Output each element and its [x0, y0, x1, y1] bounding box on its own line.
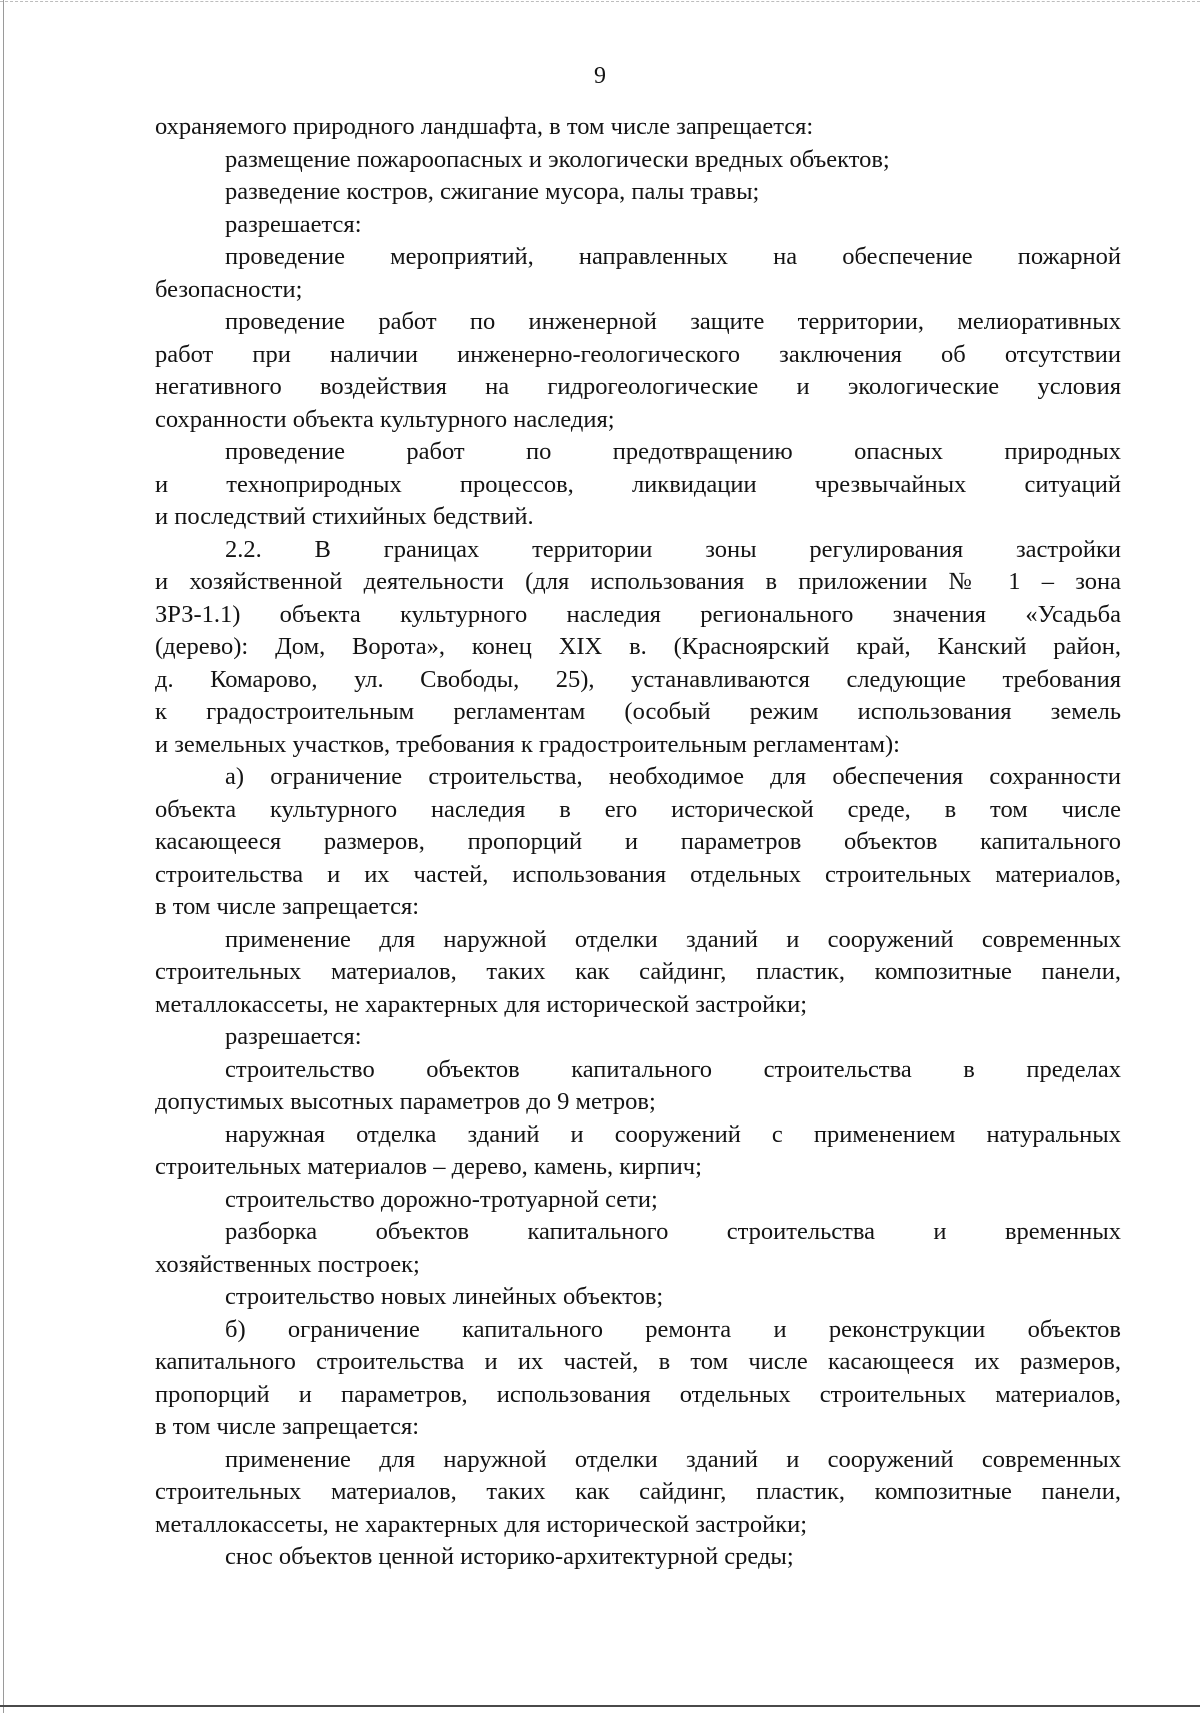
text-line: негативного воздействия на гидрогеологические и экологические условия — [155, 373, 1121, 400]
text-line: охраняемого природного ландшафта, в том числе запрещается: — [155, 113, 814, 140]
text-line: снос объектов ценной историко-архитектурной среды; — [225, 1543, 794, 1570]
text-line: строительных материалов, таких как сайдинг, пластик, композитные панели, — [155, 958, 1121, 985]
text-line: разведение костров, сжигание мусора, палы травы; — [225, 178, 760, 205]
text-line: применение для наружной отделки зданий и сооружений современных — [225, 1445, 1121, 1473]
text-line: строительство объектов капитального строительства в пределах — [225, 1055, 1121, 1083]
text-line: металлокассеты, не характерных для исторической застройки; — [155, 990, 808, 1018]
text-line: допустимых высотных параметров до 9 метров; — [155, 1088, 656, 1115]
text-line: в том числе запрещается: — [155, 893, 420, 920]
text-line: (дерево): Дом, Ворота», конец XIX в. (Красноярский край, Канский район, — [155, 633, 1121, 660]
text-line: сохранности объекта культурного наследия; — [155, 405, 615, 433]
text-line: проведение мероприятий, направленных на обеспечение пожарной — [225, 243, 1121, 270]
text-line: капитального строительства и их частей, в том числе касающееся их размеров, — [155, 1348, 1121, 1375]
text-line: проведение работ по предотвращению опасных природных — [225, 438, 1121, 465]
text-line: и последствий стихийных бедствий. — [155, 503, 534, 530]
text-line: разборка объектов капитального строительства и временных — [225, 1218, 1121, 1245]
text-line: и хозяйственной деятельности (для использования в приложении № 1 – зона — [155, 568, 1121, 595]
text-line: разрешается: — [225, 1023, 362, 1050]
text-line: а) ограничение строительства, необходимое для обеспечения сохранности — [225, 763, 1121, 790]
scan-top-edge — [0, 1, 1200, 2]
text-line: проведение работ по инженерной защите территории, мелиоративных — [225, 308, 1121, 335]
text-line: к градостроительным регламентам (особый режим использования земель — [155, 698, 1121, 725]
text-line: строительства и их частей, использования отдельных строительных материалов, — [155, 860, 1121, 888]
text-line: касающееся размеров, пропорций и параметров объектов капитального — [155, 828, 1121, 855]
text-line: строительных материалов, таких как сайдинг, пластик, композитные панели, — [155, 1478, 1121, 1505]
scan-left-edge — [3, 0, 4, 1713]
text-line: 2.2. В границах территории зоны регулирования застройки — [225, 535, 1121, 563]
text-line: строительство дорожно-тротуарной сети; — [225, 1185, 658, 1213]
text-line: разрешается: — [225, 210, 362, 238]
text-line: безопасности; — [155, 275, 303, 303]
scan-bottom-edge — [0, 1705, 1200, 1707]
document-body — [155, 111, 1121, 1574]
text-line: б) ограничение капитального ремонта и реконструкции объектов — [225, 1315, 1121, 1343]
text-line: применение для наружной отделки зданий и сооружений современных — [225, 925, 1121, 953]
text-line: д. Комарово, ул. Свободы, 25), устанавливаются следующие требования — [155, 665, 1121, 693]
text-line: размещение пожароопасных и экологически вредных объектов; — [225, 145, 890, 173]
text-line: хозяйственных построек; — [155, 1250, 420, 1278]
text-line: наружная отделка зданий и сооружений с применением натуральных — [225, 1120, 1121, 1148]
text-line: и земельных участков, требования к градостроительным регламентам): — [155, 730, 900, 758]
text-line: объекта культурного наследия в его исторической среде, в том числе — [155, 795, 1121, 823]
text-line: и технoприродных процессов, ликвидации чрезвычайных ситуаций — [155, 470, 1121, 498]
text-line: металлокассеты, не характерных для исторической застройки; — [155, 1510, 808, 1538]
text-line: пропорций и параметров, использования отдельных строительных материалов, — [155, 1380, 1121, 1408]
text-line: строительных материалов – дерево, камень, кирпич; — [155, 1153, 702, 1180]
text-line: работ при наличии инженерно-геологического заключения об отсутствии — [155, 340, 1121, 368]
text-line: в том числе запрещается: — [155, 1413, 420, 1440]
text-line: ЗРЗ-1.1) объекта культурного наследия регионального значения «Усадьба — [155, 600, 1121, 628]
page-number: 9 — [594, 63, 606, 89]
text-line: строительство новых линейных объектов; — [225, 1283, 664, 1310]
